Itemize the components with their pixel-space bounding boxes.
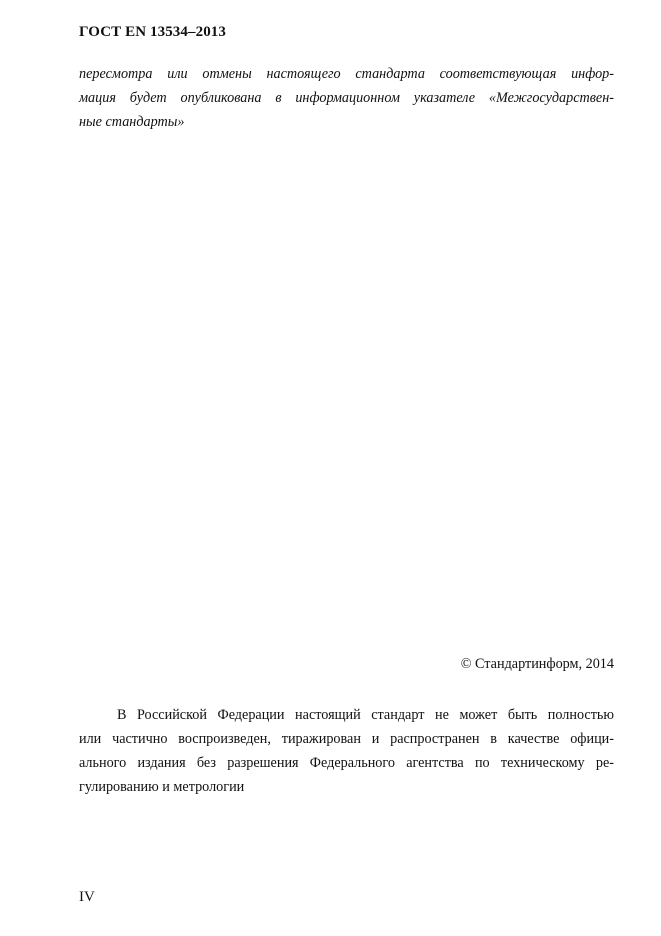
page-number: IV [79, 889, 95, 905]
standard-designation: ГОСТ EN 13534–2013 [79, 24, 226, 40]
intro-line: пересмотра или отмены настоящего стандарта соответствующая инфор- [79, 66, 614, 82]
rights-line: ального издания без разрешения Федерального агентства по техническому ре- [79, 755, 614, 771]
rights-line: или частично воспроизведен, тиражирован и распространен в качестве офици- [79, 731, 614, 747]
copyright-notice: © Стандартинформ, 2014 [460, 656, 614, 672]
rights-line: гулированию и метрологии [79, 779, 245, 795]
intro-paragraph [79, 62, 614, 134]
intro-line: мация будет опубликована в информационном указателе «Межгосударствен- [79, 90, 614, 106]
rights-paragraph [79, 703, 614, 799]
intro-line: ные стандарты» [79, 114, 185, 130]
rights-line: В Российской Федерации настоящий стандарт не может быть полностью [117, 707, 614, 723]
